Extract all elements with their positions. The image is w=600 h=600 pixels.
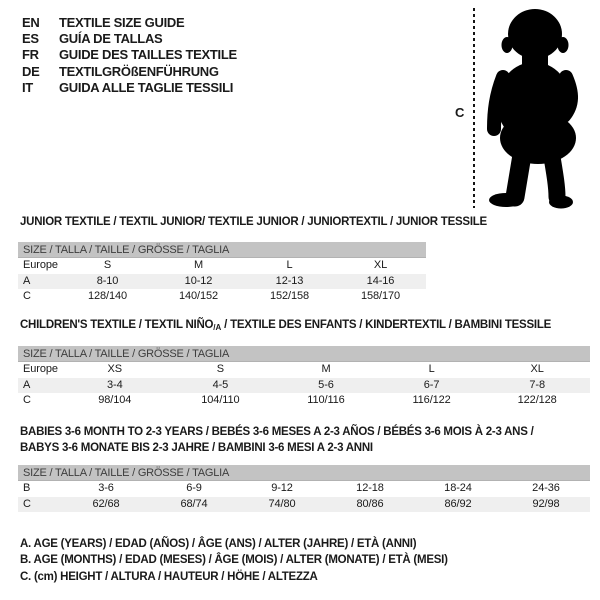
language-row xyxy=(22,30,237,46)
language-title: GUIDE DES TAILLES TEXTILE xyxy=(59,47,237,63)
height-measure-dashed-line xyxy=(473,8,475,208)
table-cell: 10-12 xyxy=(184,274,213,287)
table-cell: XL xyxy=(373,259,388,271)
table-cell: 14-16 xyxy=(366,274,395,287)
table-cell: 116/122 xyxy=(412,394,451,406)
junior-table-title: JUNIOR TEXTILE / TEXTIL JUNIOR/ TEXTILE JUNIOR / JUNIORTEXTIL / JUNIOR TESSILE xyxy=(20,216,487,228)
table-row xyxy=(18,497,590,513)
table-cell: M xyxy=(321,363,331,375)
language-title: GUIDA ALLE TAGLIE TESSILI xyxy=(59,79,234,95)
table-cell: 80/86 xyxy=(356,497,384,510)
title-text: / TEXTILE DES ENFANTS / KINDERTEXTIL / BAMBINI TESSILE xyxy=(221,319,552,331)
size-header-bar: SIZE / TALLA / TAILLE / GRÖSSE / TAGLIA xyxy=(18,346,590,362)
table-cell: XL xyxy=(530,363,544,375)
size-header-bar: SIZE / TALLA / TAILLE / GRÖSSE / TAGLIA xyxy=(18,242,426,258)
row-label: C xyxy=(23,290,31,302)
title-text: CHILDREN'S TEXTILE / TEXTIL NIÑO xyxy=(20,319,214,331)
babies-size-table xyxy=(18,465,590,512)
table-cell: 12-18 xyxy=(356,482,384,494)
size-header-bar: SIZE / TALLA / TAILLE / GRÖSSE / TAGLIA xyxy=(18,465,590,481)
table-cell: S xyxy=(103,259,112,271)
table-cell: 7-8 xyxy=(529,378,545,391)
table-cell: 6-9 xyxy=(186,482,202,494)
title-line: BABIES 3-6 MONTH TO 2-3 YEARS / BEBÉS 3-6 MESES A 2-3 AÑOS / BÉBÉS 3-6 MOIS À 2-3 ANS / xyxy=(20,426,534,438)
row-label: C xyxy=(23,394,31,406)
table-cell: 128/140 xyxy=(87,290,128,302)
footnote-height: C. (cm) HEIGHT / ALTURA / HAUTEUR / HÖHE / ALTEZZA xyxy=(20,570,318,583)
table-cell: 12-13 xyxy=(275,274,304,287)
language-code: ES xyxy=(22,30,39,46)
table-row xyxy=(18,289,426,305)
height-measure-label: C xyxy=(455,105,465,120)
row-label: Europe xyxy=(23,259,58,271)
children-size-table xyxy=(18,346,590,409)
table-cell: 110/116 xyxy=(307,394,345,406)
row-label: C xyxy=(23,497,31,510)
language-title-block xyxy=(22,14,237,95)
table-cell: 4-5 xyxy=(212,378,229,391)
language-code: EN xyxy=(22,14,40,30)
table-cell: 92/98 xyxy=(532,497,560,510)
baby-silhouette-image xyxy=(482,7,586,209)
language-row xyxy=(22,63,237,79)
table-cell: S xyxy=(216,363,225,375)
table-row xyxy=(18,378,590,394)
table-cell: 152/158 xyxy=(269,290,310,302)
language-code: DE xyxy=(22,63,40,79)
table-cell: 74/80 xyxy=(268,497,296,510)
row-label: A xyxy=(23,274,31,287)
table-cell: 9-12 xyxy=(271,482,293,494)
row-label: B xyxy=(23,482,31,494)
children-table-title xyxy=(20,319,551,332)
table-cell: 140/152 xyxy=(178,290,219,302)
table-row xyxy=(18,481,590,497)
language-row xyxy=(22,47,237,63)
footnotes-block xyxy=(20,536,448,585)
table-cell: 68/74 xyxy=(180,497,208,510)
table-cell: M xyxy=(193,259,204,271)
table-cell: 24-36 xyxy=(532,482,560,494)
language-code: IT xyxy=(22,79,33,95)
language-code: FR xyxy=(22,47,39,63)
language-title: TEXTILE SIZE GUIDE xyxy=(59,14,185,30)
language-title: GUÍA DE TALLAS xyxy=(59,30,163,46)
row-label: A xyxy=(23,378,31,391)
table-row xyxy=(18,362,590,378)
babies-table-title xyxy=(20,424,534,456)
language-title: TEXTILGRÖßENFÜHRUNG xyxy=(59,63,219,79)
row-label: Europe xyxy=(23,363,58,375)
table-cell: XS xyxy=(107,363,123,375)
table-cell: 158/170 xyxy=(360,290,401,302)
table-cell: L xyxy=(286,259,293,271)
title-line: BABYS 3-6 MONATE BIS 2-3 JAHRE / BAMBINI 3-6 MESI A 2-3 ANNI xyxy=(20,442,373,454)
table-cell: 62/68 xyxy=(92,497,120,510)
table-cell: 18-24 xyxy=(444,482,472,494)
table-cell: 8-10 xyxy=(96,274,119,287)
junior-size-table xyxy=(18,242,426,305)
language-row xyxy=(22,14,237,30)
table-row xyxy=(18,258,426,274)
title-subscript: /A xyxy=(213,323,222,332)
table-cell: 104/110 xyxy=(201,394,240,406)
table-cell: 86/92 xyxy=(444,497,472,510)
table-cell: L xyxy=(428,363,435,375)
table-cell: 3-6 xyxy=(98,482,114,494)
table-cell: 3-4 xyxy=(106,378,123,391)
table-row xyxy=(18,393,590,409)
table-cell: 5-6 xyxy=(318,378,334,391)
footnote-age-months: B. AGE (MONTHS) / EDAD (MESES) / ÂGE (MOIS) / ALTER (MONATE) / ETÀ (MESI) xyxy=(20,554,448,567)
table-row xyxy=(18,274,426,290)
table-cell: 98/104 xyxy=(98,394,132,406)
footnote-age-years: A. AGE (YEARS) / EDAD (AÑOS) / ÂGE (ANS) / ALTER (JAHRE) / ETÀ (ANNI) xyxy=(20,538,417,550)
language-row xyxy=(22,79,237,95)
table-cell: 6-7 xyxy=(423,378,440,391)
table-cell: 122/128 xyxy=(517,394,557,406)
